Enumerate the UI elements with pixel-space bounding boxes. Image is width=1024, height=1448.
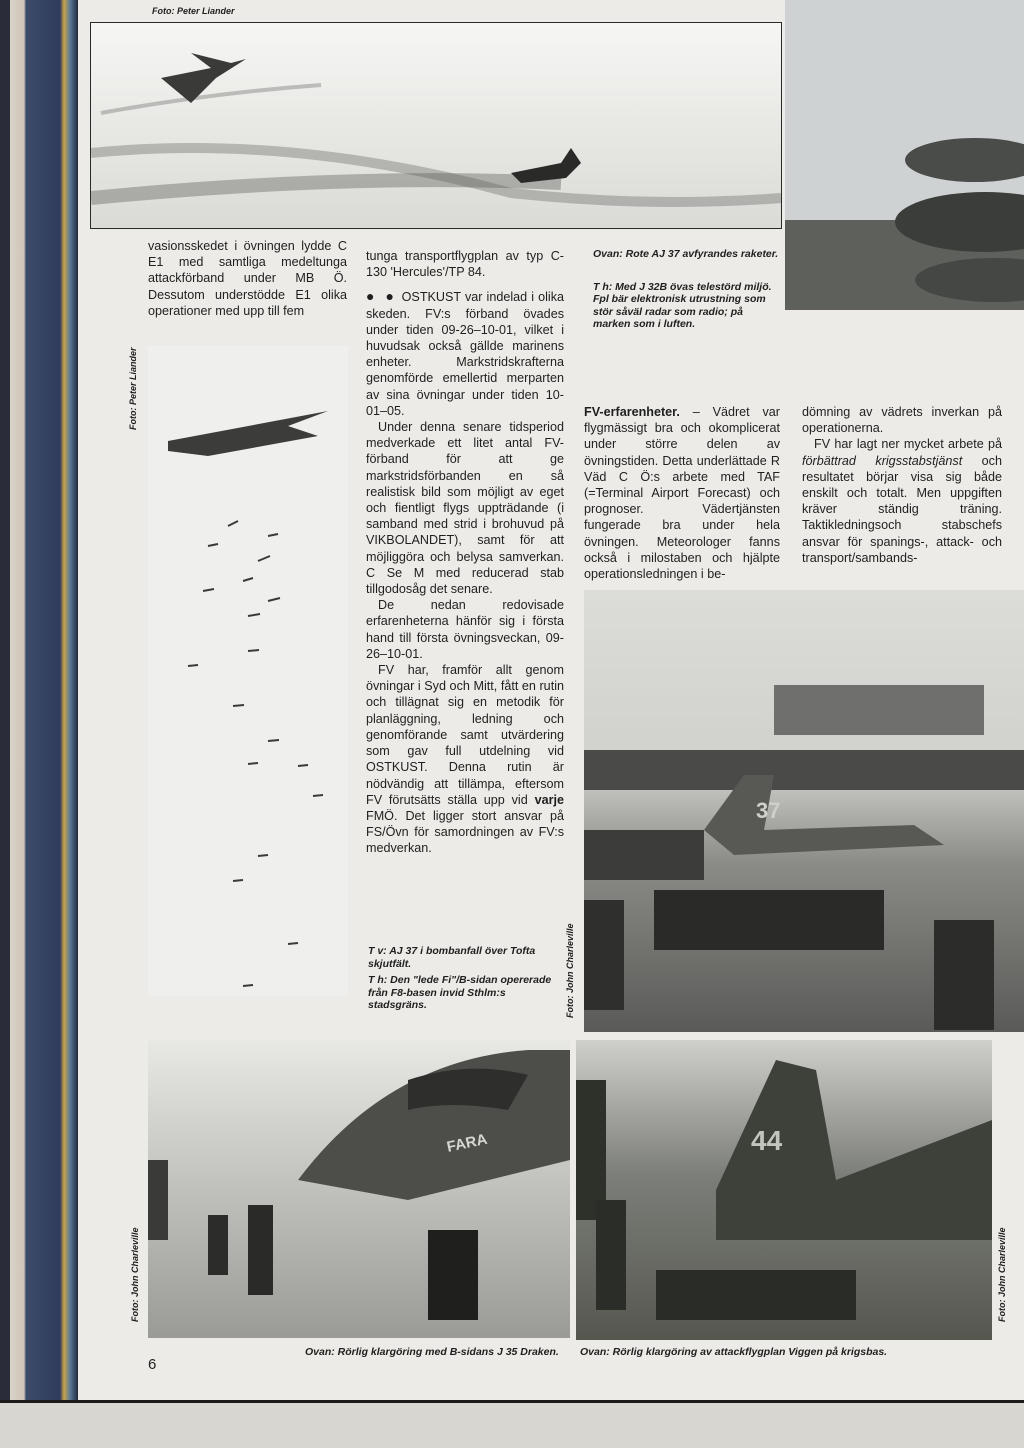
photo-credit-bottom-left: Foto: John Charleville [130,1227,140,1322]
photo-credit-top: Foto: Peter Liander [152,6,235,16]
tail-number-44: 44 [751,1125,783,1156]
column-4-paragraph-1: dömning av vädrets inverkan på operationerna. [802,405,1002,436]
photo-j35-draken [148,1040,570,1338]
photo-viggen [576,1040,992,1340]
bullet-dots: ● ● [366,288,398,305]
text-column-3 [584,404,780,582]
text-column-1 [148,238,347,319]
photo-credit-middle: Foto: John Charleville [565,923,575,1018]
photo-f8-base [584,590,1024,1032]
photo-credit-left: Foto: Peter Liander [128,347,138,430]
photo-aj37-bombing [148,346,348,996]
p5-text-c: FMÖ. Det ligger stort ansvar på FS/Övn för samordningen av FV:s medverkan. [366,808,564,856]
column-2-paragraph-1: tunga transportflygplan av typ C-130 'Hercules'/TP 84. [366,249,564,280]
column-4-text-c: och resultatet börjar visa sig både enskilt och totalt. Men uppgiften kräver ständig träning. Taktikledningsoch stabschefs ansvar för spanings-, attack- och transport/sambands- [802,453,1002,565]
caption-top-right [593,248,783,331]
page-edge-bottom [0,1400,1024,1448]
page-number: 6 [148,1356,157,1373]
column-2-paragraph-4: De nedan redovisade erfarenheterna hänför sig i första hand till första övningsveckan, 09-26–10-01. [366,598,564,661]
column-4-text-a: FV har lagt ner mycket arbete på [814,437,1002,452]
column-2-paragraph-2: OSTKUST var indelad i olika skeden. FV:s förband övades under tiden 09-26–10-01, vilket i huvudsak också gällde marinens enheter. Markstridskrafterna genomförde emellertid merparten av sina övningar under tiden 10-01–05. [366,290,564,418]
caption-middle [368,945,564,1012]
nose-marking: FARA [445,1130,489,1156]
photo-credit-bottom-right: Foto: John Charleville [997,1227,1007,1322]
p5-bold: varje [534,792,564,807]
section-heading: FV-erfarenheter. [584,405,680,419]
caption-bottom-left: Ovan: Rörlig klargöring med B-sidans J 35 Draken. [305,1346,559,1358]
column-3-text: – Vädret var flygmässigt bra och okomplicerat under större delen av övningstiden. Detta underlättade R Väd C Ö:s arbete med TAF (=Terminal Airport Forecast) och prognoser. Vädertjänsten fungerade bra under hela övningen. Meteorologer fanns också i milostaben och hjälpte operationsledningen i be- [584,405,780,582]
caption-middle-line1: T v: AJ 37 i bombanfall över Tofta skjutfält. [368,945,536,970]
p5-text-a: FV har, framför allt genom övningar i Syd och Mitt, fått en rutin och tillägnat sig en metodik för planläggning, ledning och genomförande samt utvärdering som gav full utdelning vid OSTKUST. Denna rutin är nödvändig att tillämpa, eftersom FV förutsätts ställa upp vid [366,663,564,807]
column-2-paragraph-5 [366,662,564,856]
photo-j32b [785,0,1024,310]
column-1-paragraph: vasionsskedet i övningen lydde C E1 med samtliga medeltunga attackförband under MB Ö. Dessutom understödde E1 olika operationer med upp till fem [148,239,347,318]
text-column-2 [366,248,564,857]
text-column-4 [802,404,1002,566]
caption-bottom-right: Ovan: Rörlig klargöring av attackflygplan Viggen på krigsbas. [580,1346,888,1358]
page-edge-left [0,0,78,1445]
tail-number-37: 37 [756,798,781,823]
caption-top-right-line2: T h: Med J 32B övas telestörd miljö. Fpl bär elektronisk utrustning som stör såväl radar som radio; på marken som i luften. [593,280,772,330]
caption-middle-line2: T h: Den "lede Fi"/B-sidan opererade från F8-basen invid Sthlm:s stadsgräns. [368,974,552,1011]
column-2-paragraph-3: Under denna senare tidsperiod medverkade ett litet antal FV-förband för att ge markstridsförbanden en så realistisk bild som möjligt av eget och fientligt flygs uppträdande (i samband med strid i brohuvud på VIKBOLANDET), samt för att möjliggöra och belysa samverkan. C Se M med reducerad stab tillgodosåg det senare. [366,420,564,597]
column-4-italic: förbättrad krigsstabstjänst [802,453,963,468]
caption-top-right-line1: Ovan: Rote AJ 37 avfyrandes raketer. [593,248,779,260]
aircraft-illustration [91,23,781,228]
photo-aj37-rockets [90,22,782,229]
